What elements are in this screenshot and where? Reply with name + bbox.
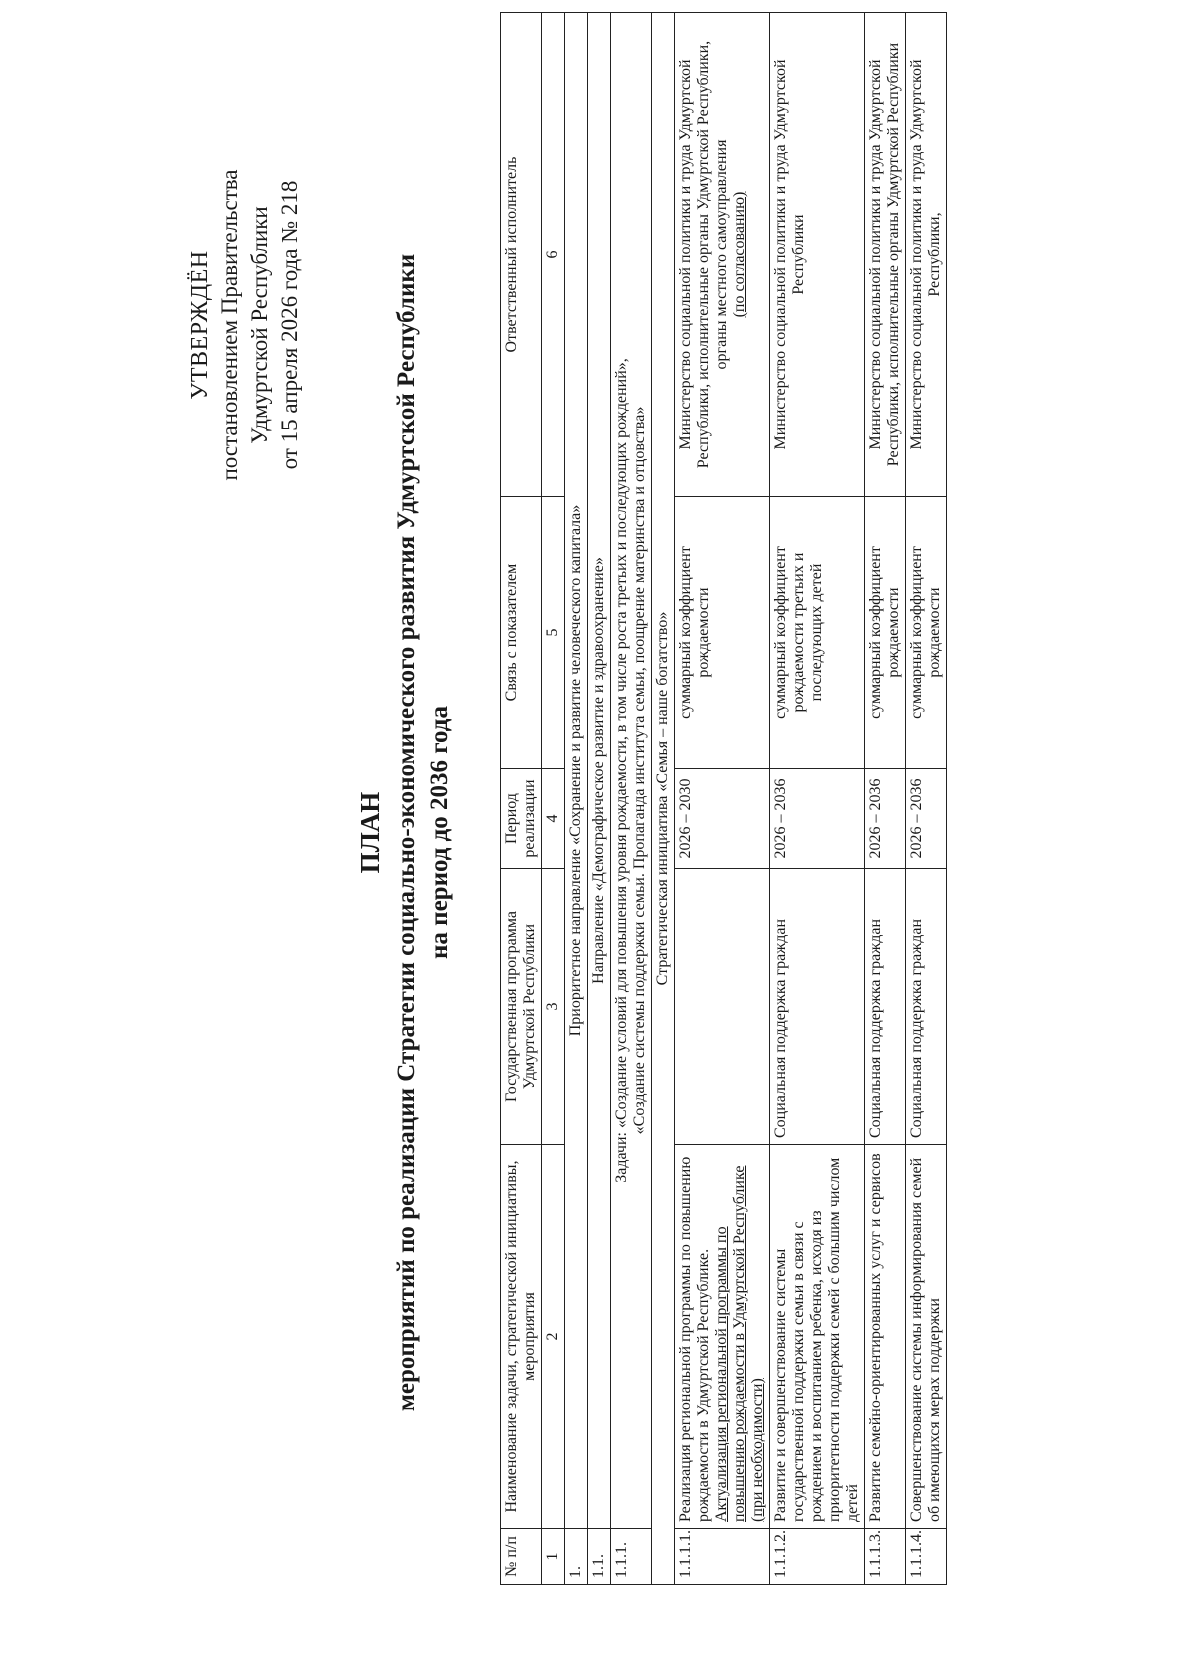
row-period: 2026 – 2036 bbox=[865, 769, 906, 869]
col-number: 5 bbox=[542, 497, 565, 769]
row-program: Социальная поддержка граждан bbox=[770, 869, 865, 1145]
row-program: Социальная поддержка граждан bbox=[865, 869, 906, 1145]
row-indicator: суммарный коэффициент рождаемости bbox=[906, 497, 947, 769]
document-title: ПЛАН bbox=[355, 791, 385, 874]
row-executor: Министерство социальной политики и труда Удмуртской Республики bbox=[770, 13, 865, 497]
header-executor: Ответственный исполнитель bbox=[501, 13, 542, 497]
section-title: Направление «Демографическое развитие и здравоохранение» bbox=[588, 13, 611, 1529]
subtitle-line-2: на период до 2036 года bbox=[426, 706, 453, 959]
row-num: 1.1.1.4. bbox=[906, 1529, 947, 1585]
row-period: 2026 – 2030 bbox=[675, 769, 770, 869]
approval-title: УТВЕРЖДЁН bbox=[187, 250, 213, 400]
table-row bbox=[770, 13, 865, 1585]
approval-line-2: Удмуртской Республики bbox=[247, 206, 272, 444]
initiative-title: Стратегическая инициатива «Семья – наше богатство» bbox=[652, 13, 675, 1585]
approval-line-1: постановлением Правительства bbox=[217, 169, 242, 481]
row-executor: Министерство социальной политики и труда Удмуртской Республики, исполнительные органы Удмуртской Республики bbox=[865, 13, 906, 497]
col-number: 3 bbox=[542, 869, 565, 1145]
section-row bbox=[565, 13, 588, 1585]
row-program: Социальная поддержка граждан bbox=[906, 869, 947, 1145]
row-name-text-2: Актуализация региональной программы по повышению рождаемости в Удмуртской Республике (при необходимости) bbox=[713, 1165, 766, 1522]
header-name: Наименование задачи, стратегической инициативы, мероприятия bbox=[501, 1145, 542, 1529]
row-indicator: суммарный коэффициент рождаемости bbox=[865, 497, 906, 769]
section-num: 1.1.1. bbox=[611, 1529, 652, 1585]
row-num: 1.1.1.2. bbox=[770, 1529, 865, 1585]
row-name: Развитие и совершенствование системы государственной поддержки семьи в связи с рождением и воспитанием ребенка, исходя из приоритетности поддержки семей с большим числом детей bbox=[770, 1145, 865, 1529]
row-num: 1.1.1.3. bbox=[865, 1529, 906, 1585]
row-indicator: суммарный коэффициент рождаемости bbox=[675, 497, 770, 769]
approval-stamp bbox=[185, 95, 305, 555]
row-executor bbox=[675, 13, 770, 497]
row-name: Развитие семейно-ориентированных услуг и сервисов bbox=[865, 1145, 906, 1529]
plan-table bbox=[500, 12, 947, 1585]
column-number-row bbox=[542, 13, 565, 1585]
approval-line-3: от 15 апреля 2026 года № 218 bbox=[277, 180, 302, 470]
col-number: 4 bbox=[542, 769, 565, 869]
row-name bbox=[675, 1145, 770, 1529]
col-number: 2 bbox=[542, 1145, 565, 1529]
table-row bbox=[906, 13, 947, 1585]
task-line-2: «Создание системы поддержки семьи. Пропаганда института семьи, поощрение материнства и отцовства» bbox=[631, 406, 648, 1135]
section-row bbox=[611, 13, 652, 1585]
col-number: 1 bbox=[542, 1529, 565, 1585]
row-period: 2026 – 2036 bbox=[906, 769, 947, 869]
row-executor: Министерство социальной политики и труда Удмуртской Республики, bbox=[906, 13, 947, 497]
header-num: № п/п bbox=[501, 1529, 542, 1585]
subtitle-line-1: мероприятий по реализации Стратегии социально-экономического развития Удмуртской Республики bbox=[393, 253, 420, 1412]
header-indicator: Связь с показателем bbox=[501, 497, 542, 769]
row-program bbox=[675, 869, 770, 1145]
row-name: Совершенствование системы информирования семей об имеющихся мерах поддержки bbox=[906, 1145, 947, 1529]
row-name-text: Реализация региональной программы по повышению рождаемости в Удмуртской Республике. bbox=[677, 1156, 712, 1522]
section-title: Приоритетное направление «Сохранение и развитие человеческого капитала» bbox=[565, 13, 588, 1529]
section-num: 1.1. bbox=[588, 1529, 611, 1585]
row-num: 1.1.1.1. bbox=[675, 1529, 770, 1585]
table-row bbox=[675, 13, 770, 1585]
col-number: 6 bbox=[542, 13, 565, 497]
section-row bbox=[588, 13, 611, 1585]
header-program: Государственная программа Удмуртской Республики bbox=[501, 869, 542, 1145]
header-period: Период реализации bbox=[501, 769, 542, 869]
document-subtitle bbox=[390, 0, 456, 1665]
row-executor-note: (по согласованию) bbox=[731, 191, 748, 318]
section-title bbox=[611, 13, 652, 1529]
row-indicator: суммарный коэффициент рождаемости третьих и последующих детей bbox=[770, 497, 865, 769]
initiative-row bbox=[652, 13, 675, 1585]
section-num: 1. bbox=[565, 1529, 588, 1585]
table-header-row bbox=[501, 13, 542, 1585]
row-executor-text: Министерство социальной политики и труда Удмуртской Республики, исполнительные органы Удмуртской Республики, органы местного самоуправления bbox=[677, 40, 730, 469]
task-line-1: Задачи: «Создание условий для повышения уровня рождаемости, в том числе роста третьих и последующих рождений», bbox=[613, 358, 630, 1183]
table-row bbox=[865, 13, 906, 1585]
row-period: 2026 – 2036 bbox=[770, 769, 865, 869]
